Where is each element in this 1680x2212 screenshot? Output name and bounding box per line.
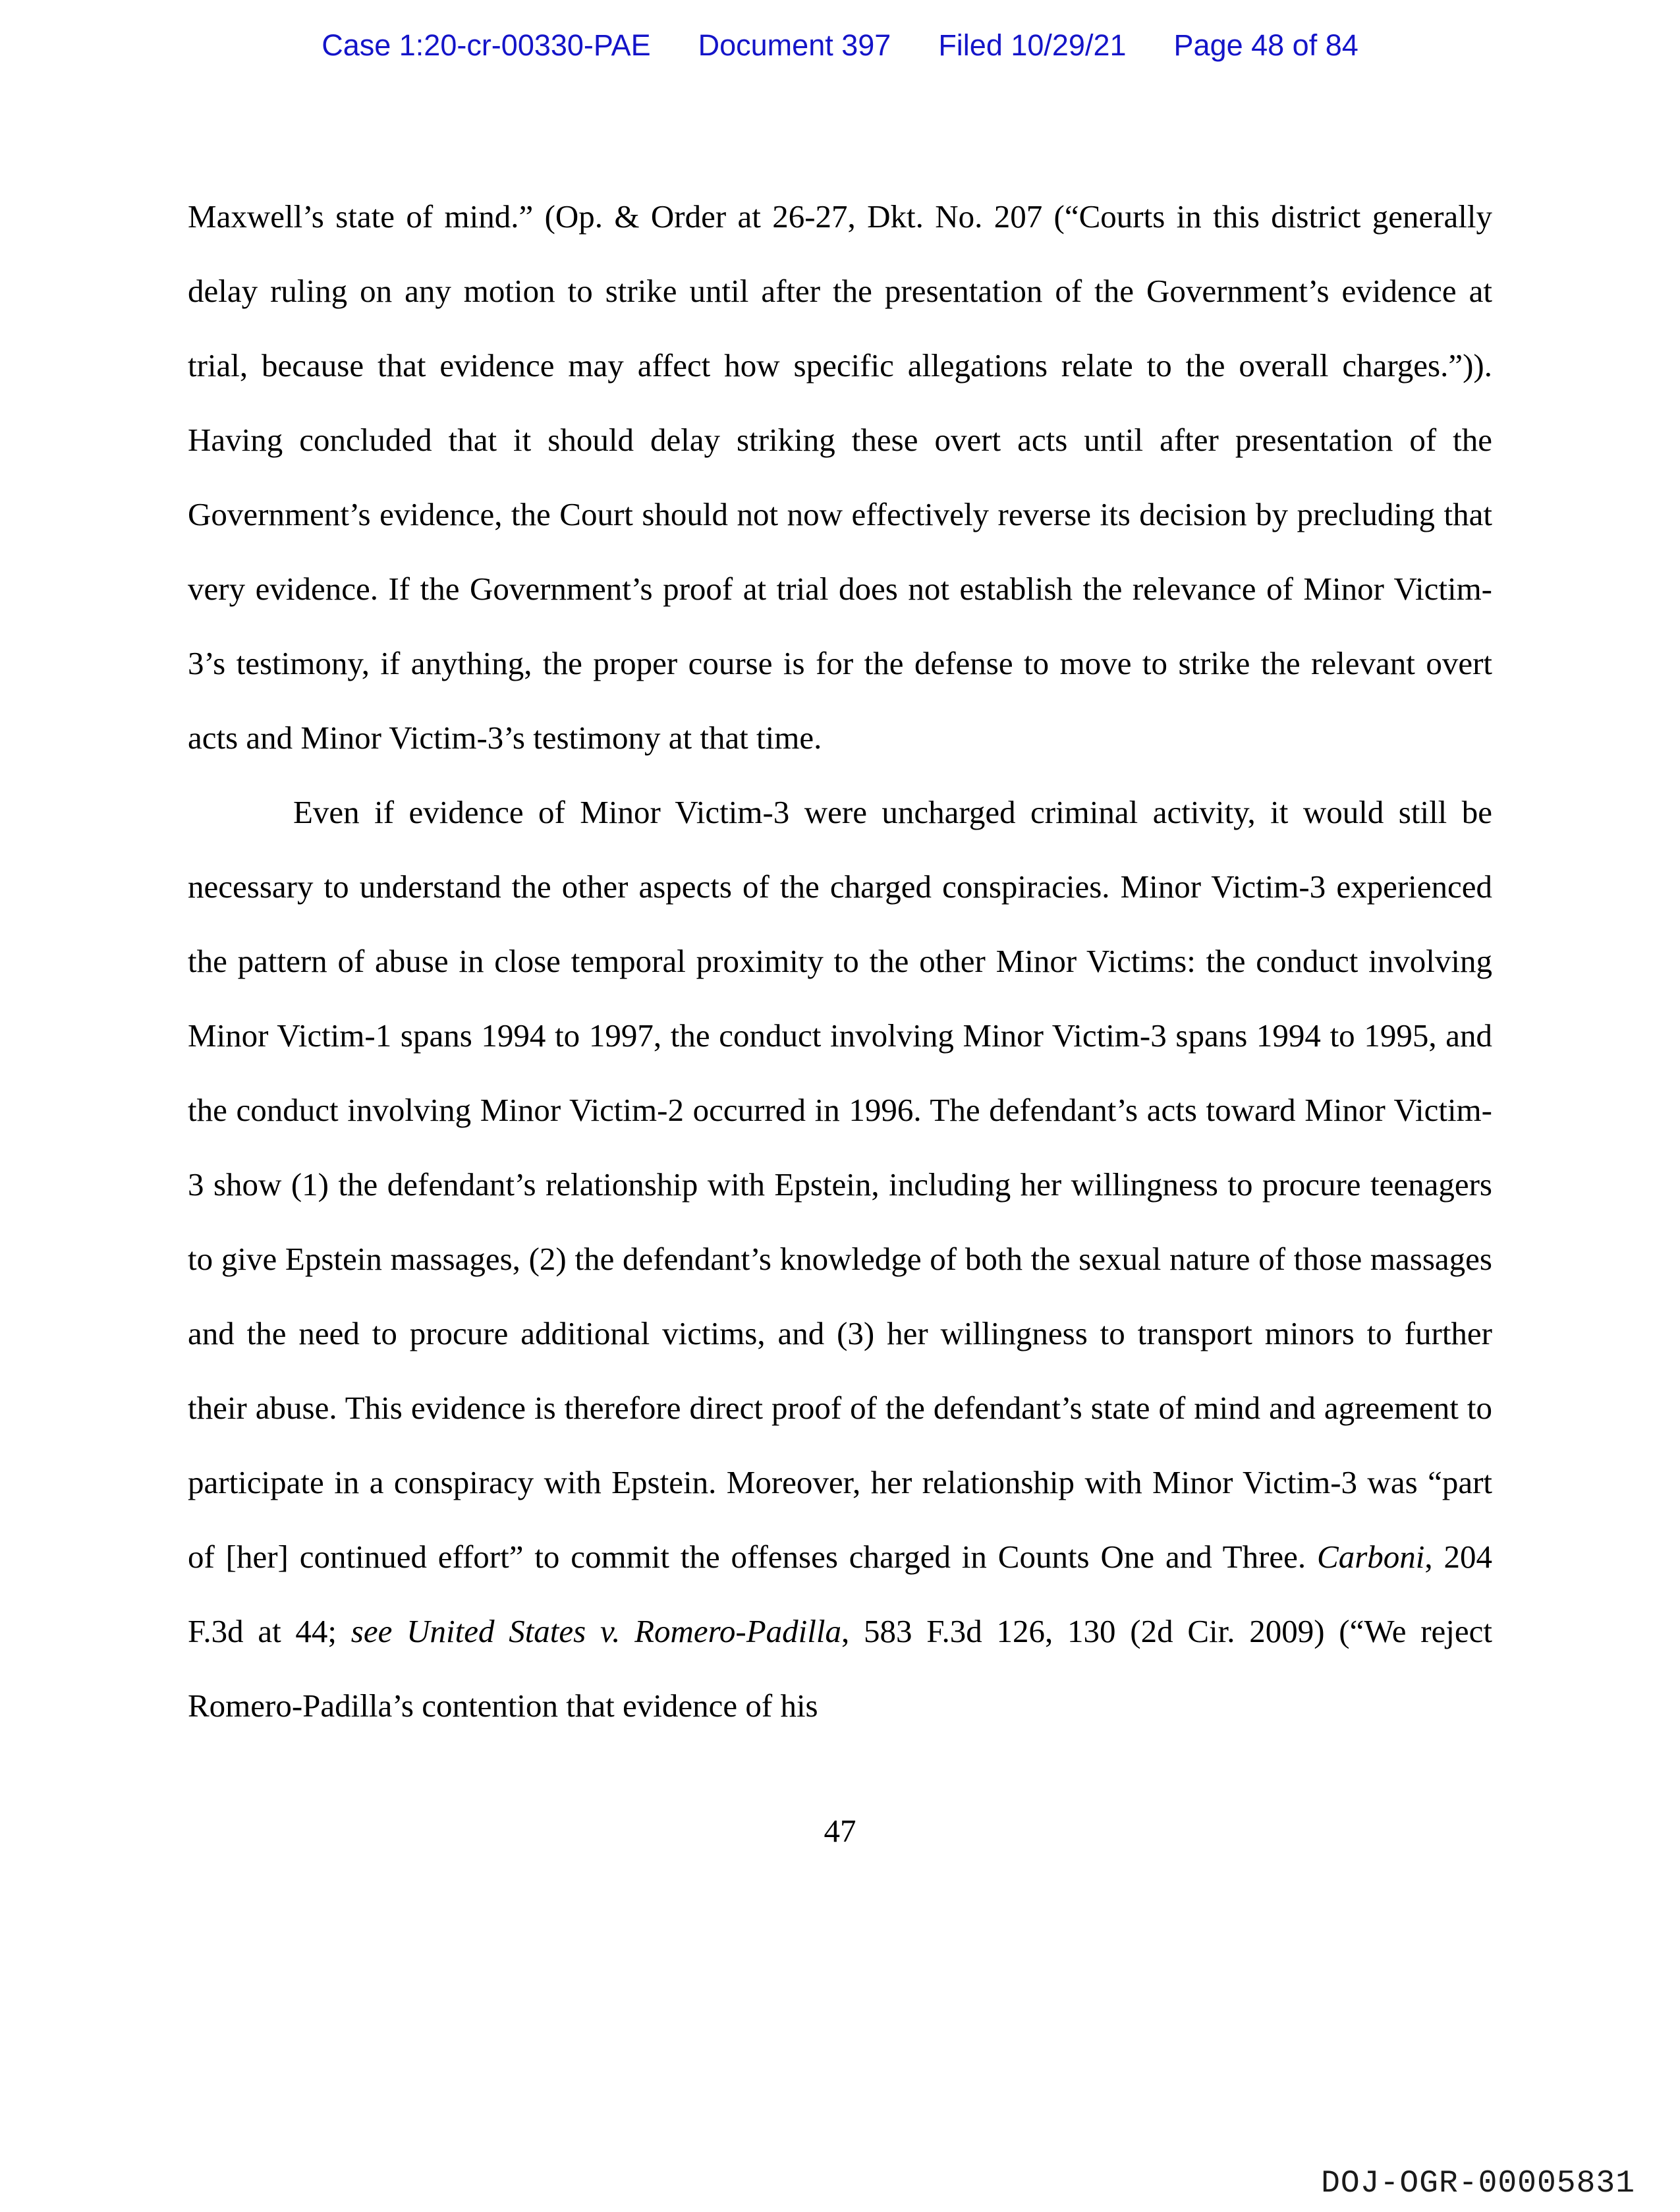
paragraph (188, 179, 1492, 775)
text-segment: Maxwell’s state of mind.” (Op. & Order at 26-27, Dkt. No. 207 (“Courts in this district generally delay ruling on any motion to strike until after the presentation of the Government’s evidence at trial, because that evidence may affect how specific allegations relate to the overall charges.”)). Having concluded that it should delay striking these overt acts until after presentation of the Government’s evidence, the Court should not now effectively reverse its decision by precluding that very evidence. If the Government’s proof at trial does not establish the relevance of Minor Victim-3’s testimony, if anything, the proper course is for the defense to move to strike the relevant overt acts and Minor Victim-3’s testimony at that time. (188, 198, 1492, 756)
ecf-case-number: Case 1:20-cr-00330-PAE (322, 28, 651, 62)
ecf-document-number: Document 397 (698, 28, 891, 62)
text-segment: Even if evidence of Minor Victim-3 were uncharged criminal activity, it would still be necessary to understand the other aspects of the charged conspiracies. Minor Victim-3 experienced the pattern of abuse in close temporal proximity to the other Minor Victims: the conduct involving Minor Victim-1 spans 1994 to 1997, the conduct involving Minor Victim-3 spans 1994 to 1995, and the conduct involving Minor Victim-2 occurred in 1996. The defendant’s acts toward Minor Victim-3 show (1) the defendant’s relationship with Epstein, including her willingness to procure teenagers to give Epstein massages, (2) the defendant’s knowledge of both the sexual nature of those massages and the need to procure additional victims, and (3) her willingness to transport minors to further their abuse. This evidence is therefore direct proof of the defendant’s state of mind and agreement to participate in a conspiracy with Epstein. Moreover, her relationship with Minor Victim-3 was “part of [her] continued effort” to commit the offenses charged in Counts One and Three. (188, 794, 1492, 1575)
text-segment: , 583 F.3d 126, 130 (2d Cir. 2009) (“We reject Romero-Padilla’s contention that evidence of his (188, 1613, 1492, 1724)
paragraph (188, 775, 1492, 1743)
citation-italic-segment: Carboni (1317, 1539, 1425, 1575)
ecf-header-stamp (0, 29, 1680, 62)
ecf-filed-date: Filed 10/29/21 (938, 28, 1127, 62)
page-number: 47 (824, 1813, 856, 1849)
text-segment: , 204 F.3d at 44; (188, 1539, 1493, 1649)
bates-number: DOJ-OGR-00005831 (1321, 2166, 1635, 2201)
document-body (188, 179, 1492, 1743)
ecf-page-indicator: Page 48 of 84 (1173, 28, 1358, 62)
citation-italic-segment: see United States v. Romero-Padilla (350, 1613, 841, 1649)
